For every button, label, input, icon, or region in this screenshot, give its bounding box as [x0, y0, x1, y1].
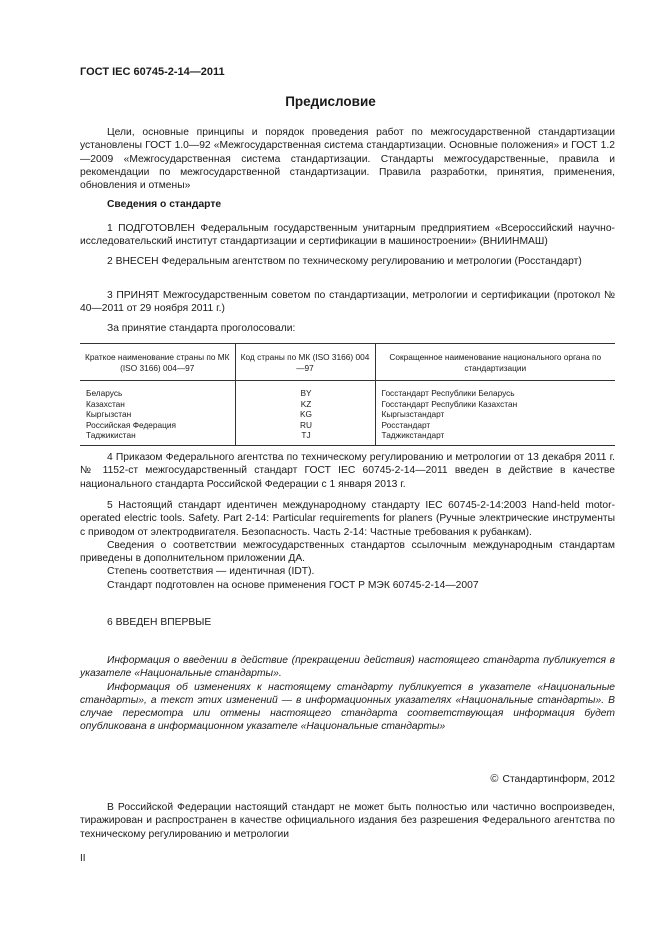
- table-row: [80, 409, 615, 420]
- page-title: Предисловие: [285, 94, 376, 109]
- item-5-refs: Сведения о соответствии межгосударственных стандартов ссылочным международным стандартам приведены в дополнительном приложении ДА.: [80, 539, 615, 565]
- table-cell-body: Таджикстандарт: [375, 430, 615, 445]
- table-cell-body: Госстандарт Республики Казахстан: [375, 399, 615, 410]
- vote-block: [80, 322, 615, 335]
- intro-block: [80, 126, 615, 192]
- notice-paragraph-1: Информация о введении в действие (прекращении действия) настоящего стандарта публикуется в указателе «Национальные стандарты».: [80, 655, 615, 680]
- table-header-body: Сокращенное наименование национального органа по стандартизации: [375, 344, 615, 381]
- notice-block: [80, 654, 615, 734]
- table-cell-code: TJ: [235, 430, 375, 445]
- vote-line: За принятие стандарта проголосовали:: [107, 323, 296, 334]
- item-3-block: [80, 289, 615, 316]
- table-cell-code: KZ: [235, 399, 375, 410]
- intro-paragraph: Цели, основные принципы и порядок проведения работ по межгосударственной стандартизации установлены ГОСТ 1.0—92 «Межгосударственная система стандартизации. Основные положения» и ГОСТ 1.2—2009 «Межгосударственная система стандартизации. Стандарты межгосударственные, правила и рекомендации по межгосударственной стандартизации. Правила разработки, принятия, применения, обновления и отмены»: [80, 127, 615, 192]
- section-heading: Сведения о стандарте: [107, 199, 222, 210]
- legal-block: [80, 801, 615, 841]
- table-row: [80, 399, 615, 410]
- table-cell-code: BY: [235, 381, 375, 399]
- item-5-paragraph: 5 Настоящий стандарт идентичен международному стандарту IEC 60745-2-14:2003 Hand-held motor-operated electric tools. Safety. Part 2-14: Particular requirements for planers (Ручные электрические инструменты с приводом от электродвигателя. Безопасность. Часть 2-14: Частные требования к рубанкам).: [80, 500, 615, 538]
- table-cell-body: Росстандарт: [375, 420, 615, 431]
- table-cell-country: Таджикистан: [80, 430, 235, 445]
- table-cell-body: Госстандарт Республики Беларусь: [375, 381, 615, 399]
- item-3-paragraph: 3 ПРИНЯТ Межгосударственным советом по стандартизации, метрологии и сертификации (протокол № 40—2011 от 29 ноября 2011 г.): [80, 290, 615, 315]
- notice-paragraph-2: Информация об изменениях к настоящему стандарту публикуется в указателе «Национальные стандарты», а текст этих изменений — в информационных указателях «Национальные стандарты». В случае пересмотра или отмены настоящего стандарта соответствующая информация будет опубликована в информационном указателе «Национальные стандарты»: [80, 681, 615, 733]
- section-heading-block: [80, 198, 615, 211]
- item-4-paragraph: 4 Приказом Федерального агентства по техническому регулированию и метрологии от 13 декабря 2011 г. № 1152-ст межгосударственный стандарт ГОСТ IEC 60745-2-14—2011 введен в действие в качестве национального стандарта Российской Федерации с 1 января 2013 г.: [80, 452, 615, 490]
- item-1-block: [80, 222, 615, 249]
- copyright-line: [490, 773, 615, 785]
- item-6-block: [80, 616, 615, 629]
- item-2-block: [80, 255, 615, 268]
- voting-table: [80, 343, 615, 446]
- table-row: [80, 381, 615, 399]
- table-cell-country: Казахстан: [86, 398, 125, 409]
- document-header: ГОСТ IEC 60745-2-14—2011: [80, 66, 225, 78]
- table-cell-body: Кыргызстандарт: [375, 409, 615, 420]
- table-header-country: Краткое наименование страны по МК (ISO 3166) 004—97: [80, 344, 235, 381]
- table-cell-country: Кыргызстан: [86, 409, 132, 419]
- item-1-paragraph: 1 ПОДГОТОВЛЕН Федеральным государственным унитарным предприятием «Всероссийский научно-исследовательский институт стандартизации и сертификации в машиностроении» (ВНИИНМАШ): [80, 223, 615, 248]
- item-2-paragraph: 2 ВНЕСЕН Федеральным агентством по техническому регулированию и метрологии (Росстандарт): [107, 256, 582, 267]
- table-header-code: Код страны по МК (ISO 3166) 004—97: [235, 344, 375, 381]
- item-4-block: [80, 451, 615, 491]
- table-row: [80, 430, 615, 445]
- item-5-degree: Степень соответствия — идентичная (IDT).: [107, 566, 315, 578]
- item-6-paragraph: 6 ВВЕДЕН ВПЕРВЫЕ: [107, 617, 212, 628]
- copyright-text: Стандартинформ, 2012: [502, 774, 615, 785]
- copyright-icon: ©: [490, 773, 499, 785]
- item-5-basis: Стандарт подготовлен на основе применения ГОСТ Р МЭК 60745-2-14—2007: [107, 579, 479, 591]
- table-cell-country: Беларусь: [86, 388, 123, 398]
- page-number: II: [80, 853, 86, 864]
- table-cell-code: RU: [235, 420, 375, 431]
- table-header-row: [80, 344, 615, 381]
- item-5-block: [80, 499, 615, 592]
- legal-paragraph: В Российской Федерации настоящий стандарт не может быть полностью или частично воспроизведен, тиражирован и распространен в качестве официального издания без разрешения Федерального агентства по техническому регулированию и метрологии: [80, 802, 615, 840]
- table-row: [80, 420, 615, 431]
- table-cell-code: KG: [235, 409, 375, 420]
- table-cell-country: Российская Федерация: [86, 419, 177, 430]
